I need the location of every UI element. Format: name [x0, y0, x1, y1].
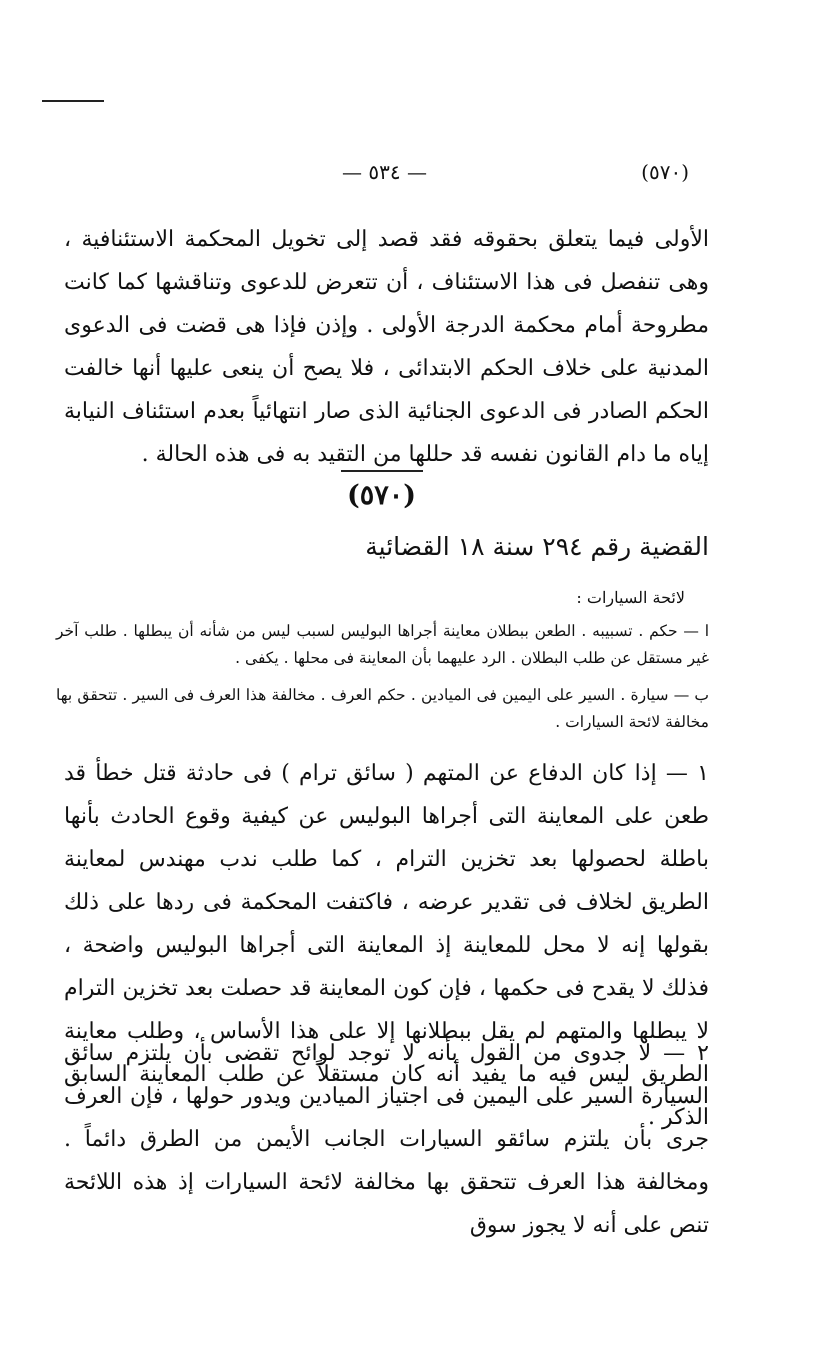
- page-number: — ٥٣٤ —: [342, 160, 427, 184]
- headnote-item: ا — حكم . تسبيبه . الطعن ببطلان معاينة أجراها البوليس لسبب ليس من شأنه أن يبطلها . طلب آخر غير مستقل عن طلب البطلان . الرد عليهما بأن المعاينة فى محلها . يكفى .: [56, 622, 709, 667]
- headnote-label: لائحة السيارات :: [576, 588, 685, 607]
- header-ruling-number: (٥٧٠): [641, 160, 689, 184]
- top-divider: [42, 100, 104, 102]
- page-header: [60, 160, 689, 190]
- ruling-title: (٥٧٠): [346, 480, 417, 511]
- case-reference: القضية رقم ٢٩٤ سنة ١٨ القضائية: [365, 532, 709, 561]
- continuation-paragraph: الأولى فيما يتعلق بحقوقه فقد قصد إلى تخويل المحكمة الاستئنافية ، وهى تنفصل فى هذا الاستئناف ، أن تتعرض للدعوى وتناقشها كما كانت مطروحة أمام محكمة الدرجة الأولى . وإذن فإذا هى قضت فى الدعوى المدنية على خلاف الحكم الابتدائى ، فلا يصح أن ينعى عليها أنها خالفت الحكم الصادر فى الدعوى الجنائية الذى صار انتهائياً بعدم استئناف النيابة إياه ما دام القانون نفسه قد حللها من التقيد به فى هذه الحالة .: [64, 227, 709, 467]
- section-divider: [341, 470, 423, 472]
- headnote-item: ب — سيارة . السير على اليمين فى الميادين . حكم العرف . مخالفة هذا العرف فى السير . تتحقق بها مخالفة لائحة السيارات .: [56, 686, 709, 731]
- ruling-paragraph: ٢ — لا جدوى من القول بأنه لا توجد لوائح تقضى بأن يلتزم سائق السيارة السير على اليمين فى اجتياز الميادين ويدور حولها ، فإن العرف جرى بأن يلتزم سائقو السيارات الجانب الأيمن من الطرق دائماً . ومخالفة هذا العرف تتحقق بها مخالفة لائحة السيارات إذ هذه اللائحة تنص على أنه لا يجوز سوق: [64, 1041, 709, 1238]
- ruling-paragraph: ١ — إذا كان الدفاع عن المتهم ( سائق ترام ) فى حادثة قتل خطأ قد طعن على المعاينة التى أجراها البوليس عن كيفية وقوع الحادث بأنها باطلة لحصولها بعد تخزين الترام ، كما طلب ندب مهندس لمعاينة الطريق لخلاف فى تقدير عرضه ، فاكتفت المحكمة فى ردها على ذلك بقولها إنه لا محل للمعاينة إذ المعاينة التى أجراها البوليس واضحة ، فذلك لا يقدح فى حكمها ، فإن كون المعاينة قد حصلت بعد تخزين الترام لا يبطلها والمتهم لم يقل ببطلانها إلا على هذا الأساس ، وطلب معاينة الطريق ليس فيه ما يفيد أنه كان مستقلاً عن طلب المعاينة السابق الذكر .: [64, 761, 709, 1130]
